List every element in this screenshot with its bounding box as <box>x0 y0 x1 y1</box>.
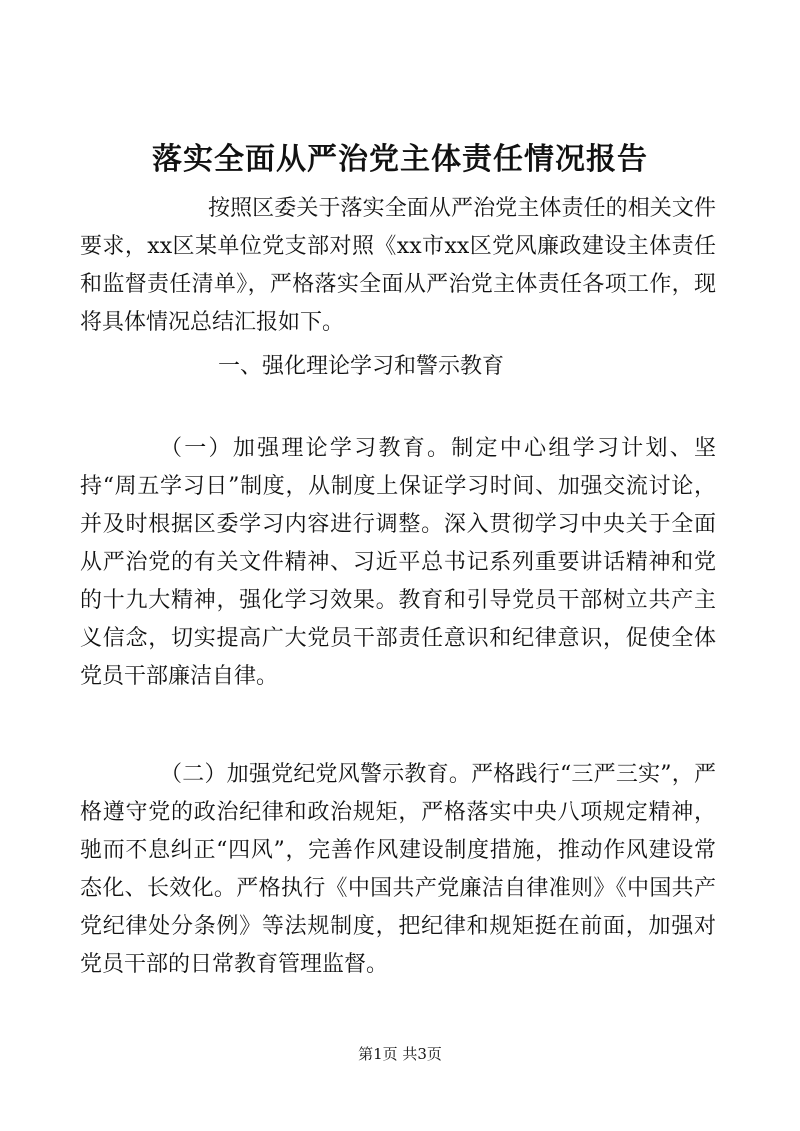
paragraph-2: （二）加强党纪党风警示教育。严格践行“三严三实”，严格遵守党的政治纪律和政治规矩，严格落实中央八项规定精神，驰而不息纠正“四风”，完善作风建设制度措施，推动作风建设常态化、长效化。严格执行《中国共产党廉洁自律准则》《中国共产党纪律处分条例》等法规制度，把纪律和规矩挺在前面，加强对党员干部的日常教育管理监督。 <box>80 762 716 977</box>
page-footer: 第1页 共3页 <box>358 1045 442 1063</box>
paragraph-1: （一）加强理论学习教育。制定中心组学习计划、坚持“周五学习日”制度，从制度上保证学习时间、加强交流讨论，并及时根据区委学习内容进行调整。深入贯彻学习中央关于全面从严治党的有关文件精神、习近平总书记系列重要讲话精神和党的十九大精神，强化学习效果。教育和引导党员干部树立共产主义信念，切实提高广大党员干部责任意识和纪律意识，促使全体党员干部廉洁自律。 <box>80 436 716 689</box>
intro-paragraph: 按照区委关于落实全面从严治党主体责任的相关文件要求，xx区某单位党支部对照《xx市xx区党风廉政建设主体责任和监督责任清单》，严格落实全面从严治党主体责任各项工作，现将具体情况总结汇报如下。 <box>80 196 716 335</box>
section-heading-1: 一、强化理论学习和警示教育 <box>218 354 505 379</box>
document-title: 落实全面从严治党主体责任情况报告 <box>152 142 648 177</box>
